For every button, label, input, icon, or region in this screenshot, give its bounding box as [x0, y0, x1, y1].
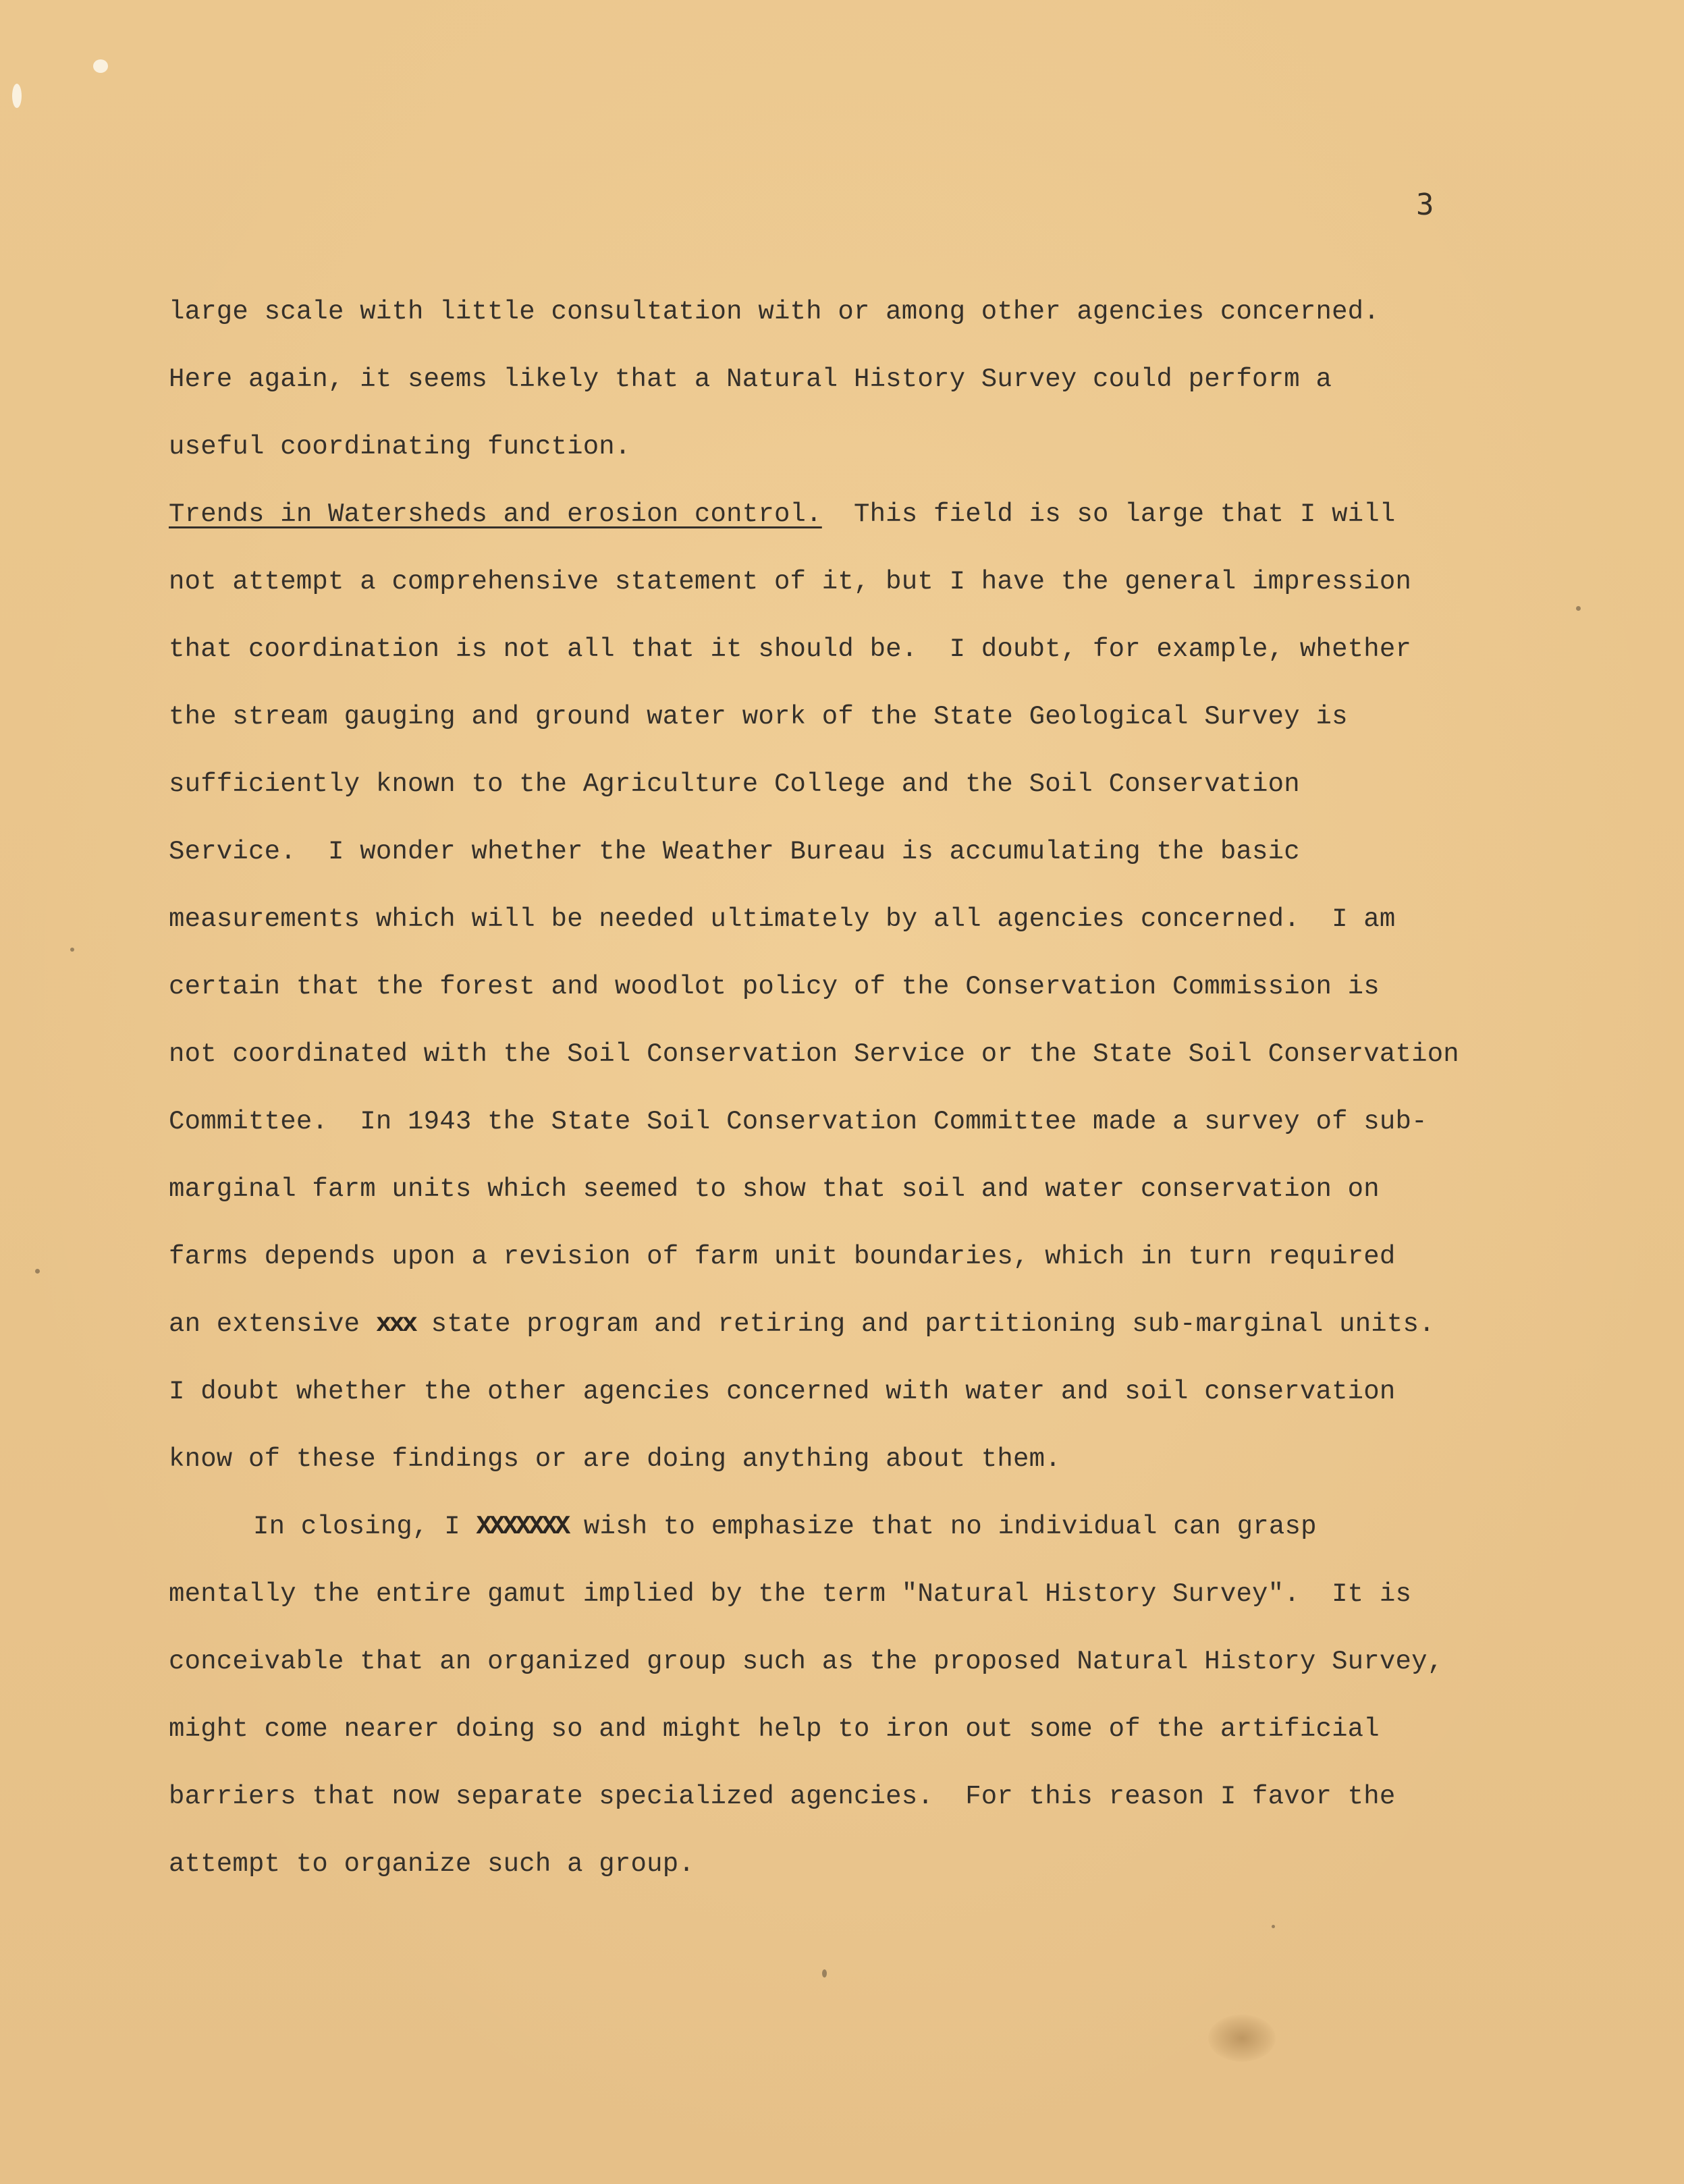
text-line-with-strikeout: [169, 1290, 1552, 1358]
paper-hole-mark: [93, 59, 108, 73]
line-before-strikeout: In closing, I: [253, 1512, 477, 1541]
paper-speck: [1576, 606, 1581, 611]
text-line-with-heading: [169, 481, 1552, 548]
text-line: the stream gauging and ground water work of the State Geological Survey is: [169, 702, 1348, 732]
body-text: [169, 278, 1552, 1898]
text-line: mentally the entire gamut implied by the term "Natural History Survey". It is: [169, 1579, 1412, 1609]
page-number: 3: [1416, 188, 1434, 222]
paper-hole-mark: [12, 84, 22, 108]
text-line: measurements which will be needed ultimately by all agencies concerned. I am: [169, 904, 1396, 934]
line-before-strikeout: an extensive: [169, 1309, 376, 1339]
struck-out-text: XXXXXXX: [476, 1512, 568, 1541]
text-line: barriers that now separate specialized agencies. For this reason I favor the: [169, 1782, 1396, 1811]
text-line: might come nearer doing so and might help to iron out some of the artificial: [169, 1714, 1380, 1744]
text-line: certain that the forest and woodlot policy of the Conservation Commission is: [169, 972, 1380, 1002]
text-line: Committee. In 1943 the State Soil Conservation Committee made a survey of sub-: [169, 1107, 1428, 1137]
paper-speck: [1272, 1925, 1275, 1928]
text-line: not attempt a comprehensive statement of it, but I have the general impression: [169, 567, 1412, 597]
paper-speck: [70, 948, 74, 952]
line-after-strikeout: wish to emphasize that no individual can grasp: [568, 1512, 1317, 1541]
paper-stain: [1208, 2015, 1276, 2062]
line-after-strikeout: state program and retiring and partitioning sub-marginal units.: [415, 1309, 1435, 1339]
text-line: farms depends upon a revision of farm unit boundaries, which in turn required: [169, 1242, 1396, 1272]
struck-out-text: xxx: [375, 1309, 416, 1339]
text-line: useful coordinating function.: [169, 432, 631, 462]
paper-speck: [822, 1969, 827, 1977]
text-line: that coordination is not all that it should be. I doubt, for example, whether: [169, 634, 1412, 664]
text-line: not coordinated with the Soil Conservation Service or the State Soil Conservation: [169, 1039, 1459, 1069]
text-line: attempt to organize such a group.: [169, 1849, 695, 1879]
section-heading: Trends in Watersheds and erosion control.: [169, 499, 822, 529]
text-line: conceivable that an organized group such as the proposed Natural History Survey,: [169, 1647, 1444, 1676]
text-line: I doubt whether the other agencies concerned with water and soil conservation: [169, 1377, 1396, 1407]
text-line: Service. I wonder whether the Weather Bureau is accumulating the basic: [169, 837, 1300, 867]
text-line: know of these findings or are doing anything about them.: [169, 1444, 1061, 1474]
text-line: large scale with little consultation with or among other agencies concerned.: [169, 297, 1380, 327]
heading-line-rest: This field is so large that I will: [821, 499, 1396, 529]
text-line: Here again, it seems likely that a Natural History Survey could perform a: [169, 364, 1332, 394]
text-line: marginal farm units which seemed to show that soil and water conservation on: [169, 1174, 1380, 1204]
paper-speck: [35, 1269, 40, 1274]
paragraph-start-line: [169, 1493, 1552, 1560]
text-line: sufficiently known to the Agriculture College and the Soil Conservation: [169, 769, 1300, 799]
